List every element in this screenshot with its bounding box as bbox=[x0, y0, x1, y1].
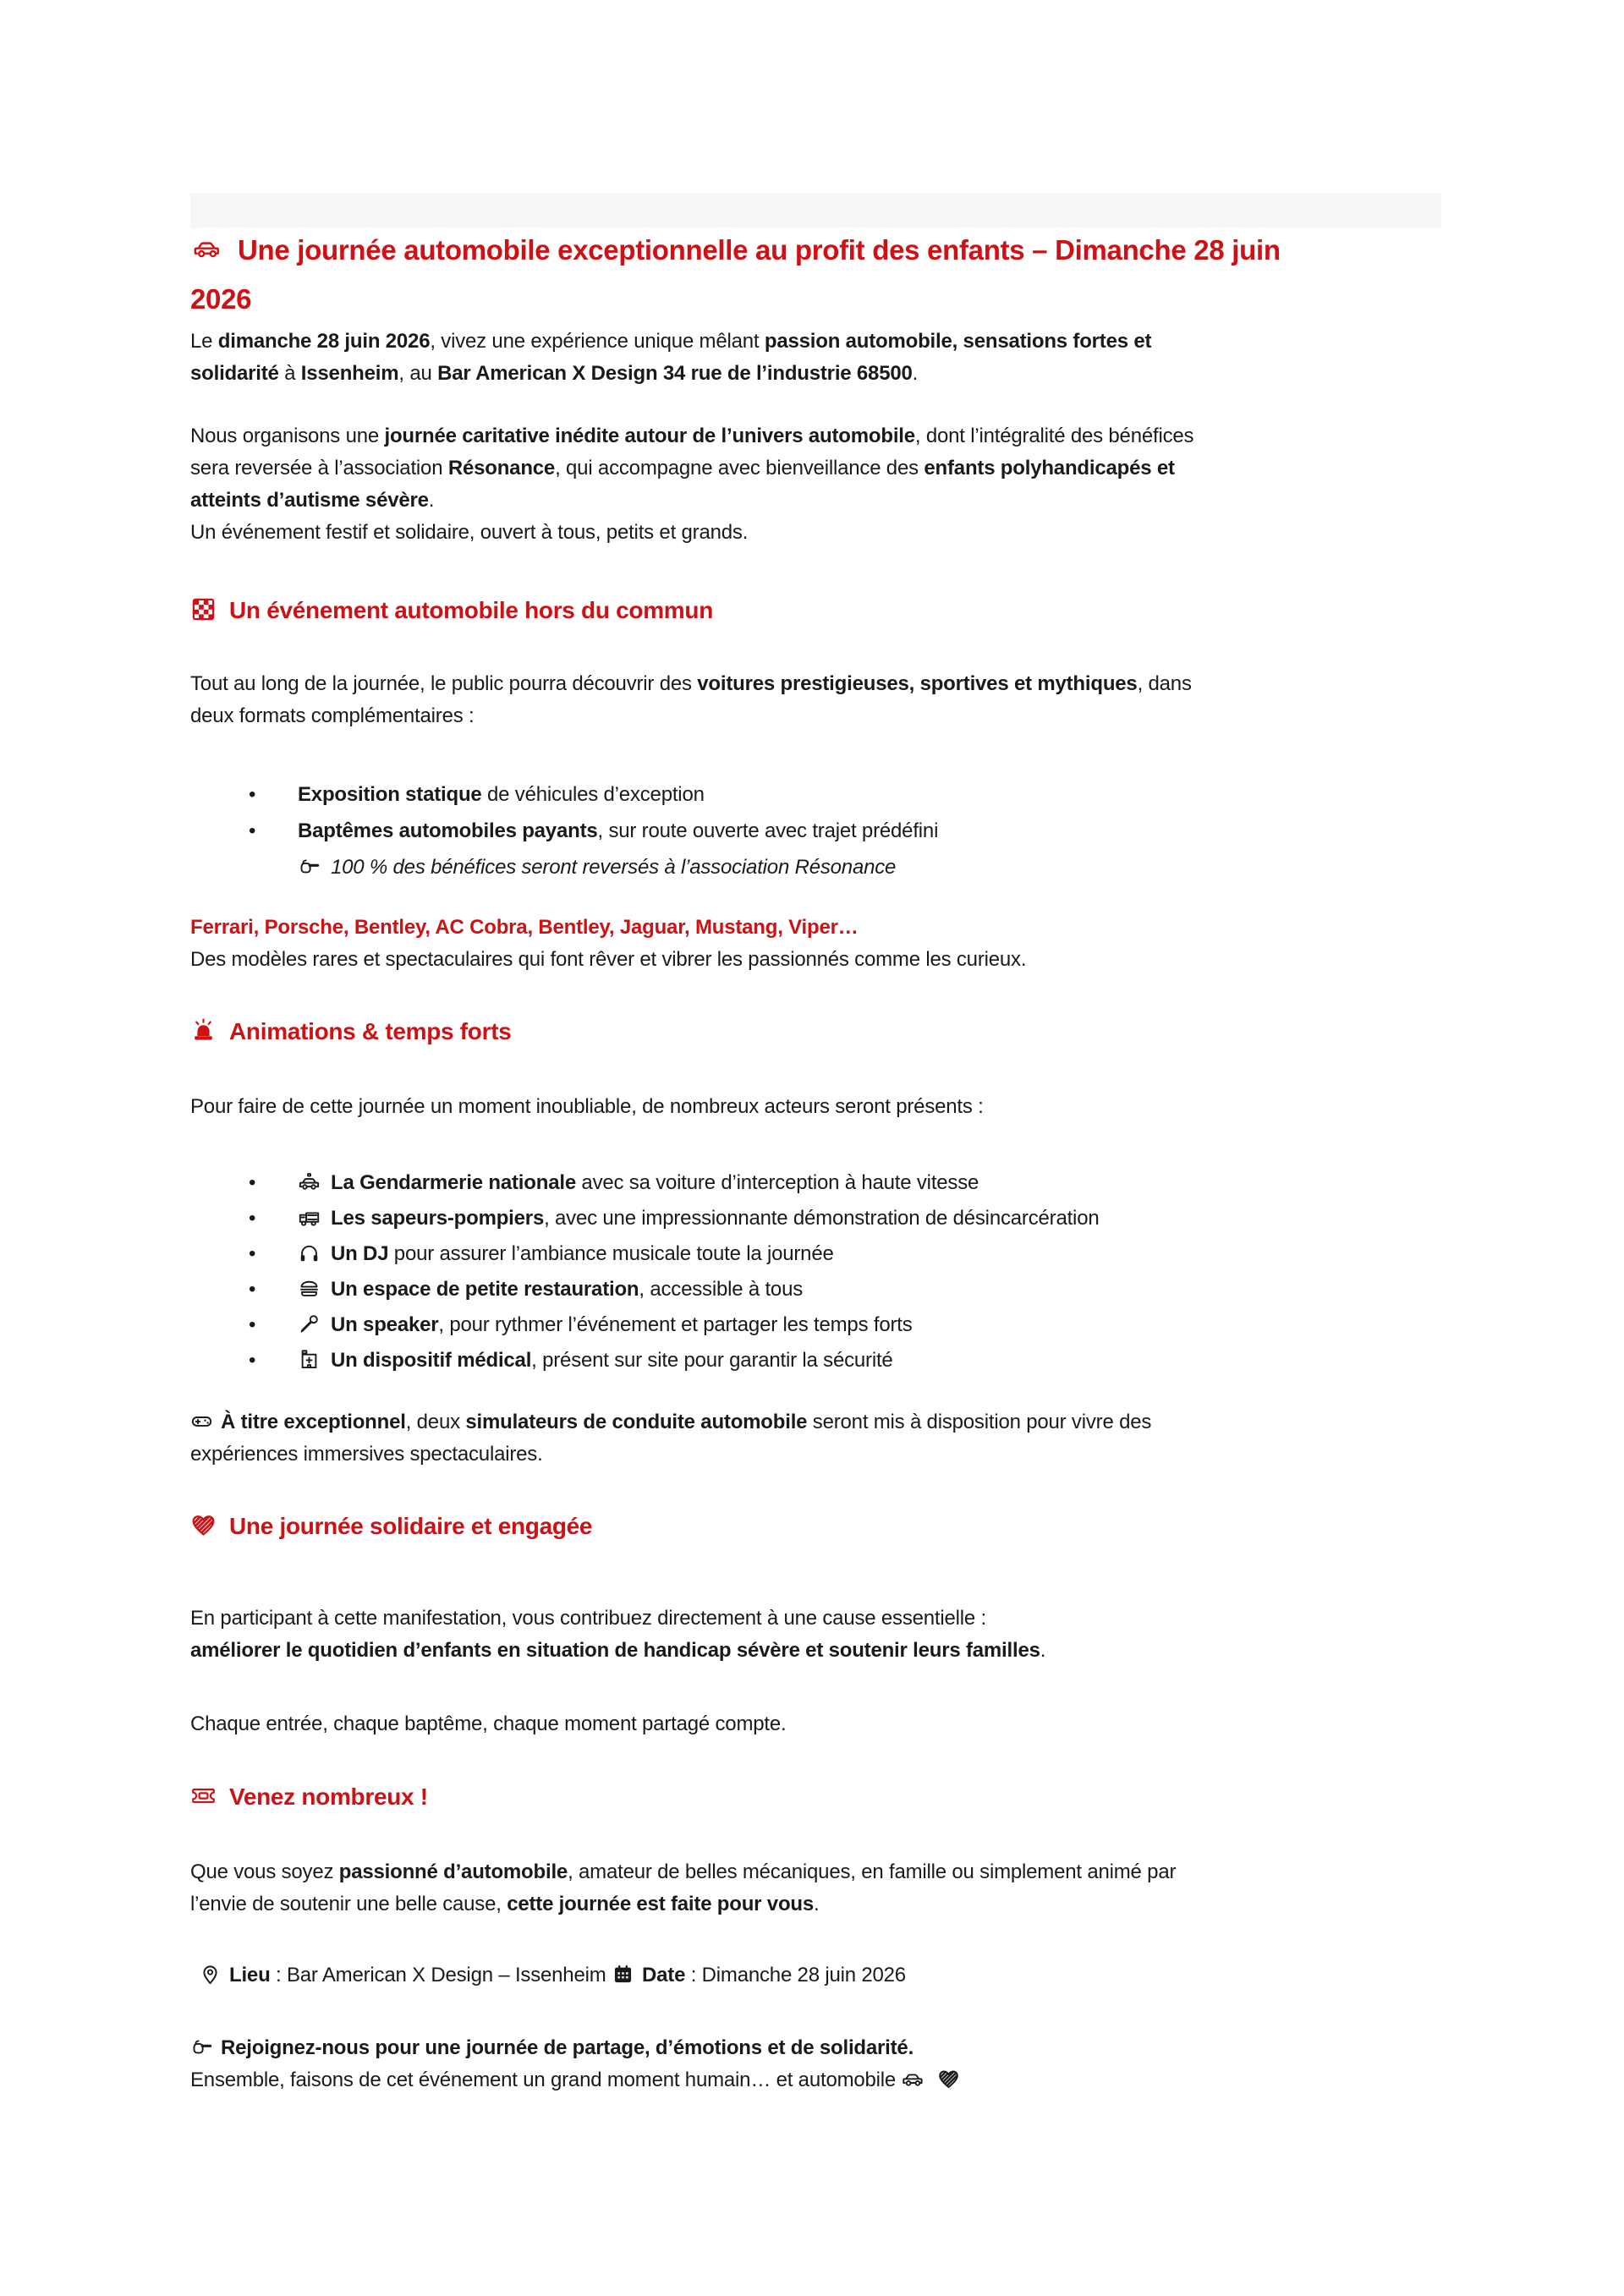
text-segment: La Gendarmerie nationale bbox=[331, 1171, 576, 1194]
text-segment: , dans bbox=[1137, 672, 1192, 695]
section-heading-animations bbox=[190, 1013, 512, 1050]
animations-intro-paragraph bbox=[190, 1091, 984, 1123]
text-segment: Une journée automobile exceptionnelle au profit des enfants – Dimanche 28 juin bbox=[238, 234, 1281, 266]
text-segment: Exposition statique bbox=[298, 783, 482, 806]
lieu-date-line bbox=[199, 1959, 906, 1992]
text-segment: , qui accompagne avec bienveillance des bbox=[555, 457, 924, 479]
list-item-dj bbox=[190, 1236, 1100, 1272]
text-segment: cette journée est faite pour vous bbox=[507, 1893, 815, 1915]
text-segment: , vivez une expérience unique mêlant bbox=[430, 330, 765, 353]
text-segment: En participant à cette manifestation, vous contribuez directement à une cause essentielle : bbox=[190, 1607, 987, 1630]
list-item-gendarmerie bbox=[190, 1165, 1100, 1201]
intro-paragraph bbox=[190, 326, 1151, 390]
text-segment: . bbox=[814, 1893, 820, 1915]
headphones-icon bbox=[298, 1241, 321, 1264]
compte-paragraph bbox=[190, 1708, 786, 1740]
section-heading-solidaire bbox=[190, 1508, 592, 1545]
text-segment: , pour rythmer l’événement et partager les temps forts bbox=[438, 1313, 913, 1336]
main-title bbox=[190, 226, 1281, 324]
cars-paragraph bbox=[190, 912, 1026, 976]
text-segment: Lieu bbox=[229, 1964, 271, 1986]
text-segment: l’envie de soutenir une belle cause, bbox=[190, 1893, 508, 1915]
bullet-dot: • bbox=[249, 819, 256, 842]
text-segment: Des modèles rares et spectaculaires qui font rêver et vibrer les passionnés comme les curieux. bbox=[190, 948, 1027, 971]
text-segment: Ferrari, Porsche, Bentley, AC Cobra, Bentley, Jaguar, Mustang, Viper… bbox=[190, 916, 859, 939]
text-segment: , accessible à tous bbox=[639, 1278, 804, 1301]
heart-icon bbox=[190, 1512, 217, 1538]
section-heading-venez bbox=[190, 1778, 428, 1816]
text-segment: Un événement festif et solidaire, ouvert à tous, petits et grands. bbox=[190, 521, 749, 544]
event-intro-paragraph bbox=[190, 668, 1192, 732]
text-segment: , deux bbox=[405, 1411, 466, 1433]
hamburger-icon bbox=[298, 1277, 321, 1300]
text-segment: Que vous soyez bbox=[190, 1860, 339, 1883]
text-segment: , dont l’intégralité des bénéfices bbox=[914, 425, 1194, 447]
text-segment: : Bar American X Design – Issenheim bbox=[270, 1964, 612, 1986]
list-note-benefices bbox=[190, 849, 938, 885]
organisation-paragraph bbox=[190, 420, 1193, 549]
participation-paragraph bbox=[190, 1603, 1045, 1667]
text-segment: Rejoignez-nous pour une journée de partage, d’émotions et de solidarité. bbox=[221, 2036, 914, 2059]
fire-truck-icon bbox=[298, 1206, 321, 1229]
text-segment: , amateur de belles mécaniques, en famille ou simplement animé par bbox=[568, 1860, 1177, 1883]
text-segment: 100 % des bénéfices seront reversés à l’association Résonance bbox=[331, 856, 897, 879]
text-segment: 2026 bbox=[190, 283, 252, 315]
text-segment: , sur route ouverte avec trajet prédéfini bbox=[597, 819, 939, 842]
text-segment: solidarité bbox=[190, 362, 279, 385]
text-segment: Le bbox=[190, 330, 218, 353]
text-segment: , présent sur site pour garantir la sécurité bbox=[531, 1349, 893, 1372]
text-segment: Un espace de petite restauration bbox=[331, 1278, 639, 1301]
text-segment: Un speaker bbox=[331, 1313, 439, 1336]
text-segment: de véhicules d’exception bbox=[481, 783, 705, 806]
list-item-restauration bbox=[190, 1272, 1100, 1307]
text-segment: Bar American X Design 34 rue de l’industrie 68500 bbox=[437, 362, 913, 385]
text-segment: passion automobile, sensations fortes et bbox=[764, 330, 1152, 353]
animations-list bbox=[190, 1165, 1100, 1378]
list-item-speaker bbox=[190, 1307, 1100, 1343]
text-segment: Date bbox=[642, 1964, 686, 1986]
text-segment: voitures prestigieuses, sportives et mythiques bbox=[697, 672, 1138, 695]
list-item-exposition bbox=[190, 776, 938, 813]
text-segment: sera reversée à l’association bbox=[190, 457, 448, 479]
text-segment: expériences immersives spectaculaires. bbox=[190, 1443, 543, 1466]
text-segment: deux formats complémentaires : bbox=[190, 704, 475, 727]
bullet-dot: • bbox=[249, 1242, 256, 1265]
text-segment: Un dispositif médical bbox=[331, 1349, 532, 1372]
text-segment: Un DJ bbox=[331, 1242, 389, 1265]
bullet-dot: • bbox=[249, 1278, 256, 1301]
text-segment: Venez nombreux ! bbox=[229, 1784, 428, 1810]
text-segment: journée caritative inédite autour de l’univers automobile bbox=[384, 425, 915, 447]
text-segment: À titre exceptionnel bbox=[221, 1411, 406, 1433]
game-controller-icon bbox=[190, 1410, 213, 1433]
microphone-icon bbox=[298, 1312, 321, 1335]
ticket-icon bbox=[190, 1783, 217, 1809]
bullet-dot: • bbox=[249, 1349, 256, 1372]
text-segment: Les sapeurs-pompiers bbox=[331, 1207, 545, 1230]
text-segment: Ensemble, faisons de cet événement un grand moment humain… et automobile bbox=[190, 2069, 902, 2091]
bullet-dot: • bbox=[249, 783, 256, 806]
formats-list bbox=[190, 776, 938, 885]
text-segment: simulateurs de conduite automobile bbox=[465, 1411, 808, 1433]
text-segment: à bbox=[278, 362, 301, 385]
text-segment: . bbox=[1040, 1639, 1046, 1662]
checkered-flag-icon bbox=[190, 596, 217, 622]
closing-paragraph bbox=[190, 2032, 968, 2096]
siren-icon bbox=[190, 1017, 217, 1044]
document-content bbox=[190, 0, 1459, 2296]
text-segment: enfants polyhandicapés et bbox=[924, 457, 1175, 479]
list-item-pompiers bbox=[190, 1201, 1100, 1236]
text-segment: . bbox=[428, 489, 435, 512]
text-segment: Résonance bbox=[447, 457, 556, 479]
text-segment: améliorer le quotidien d’enfants en situation de handicap sévère et soutenir leurs familles bbox=[190, 1639, 1040, 1662]
bullet-dot: • bbox=[249, 1171, 256, 1194]
text-segment: seront mis à disposition pour vivre des bbox=[807, 1411, 1152, 1433]
car-icon bbox=[190, 234, 224, 263]
text-segment: atteints d’autisme sévère bbox=[190, 489, 429, 512]
text-segment: Animations & temps forts bbox=[229, 1018, 512, 1044]
text-segment: Nous organisons une bbox=[190, 425, 385, 447]
text-segment: pour assurer l’ambiance musicale toute la journée bbox=[388, 1242, 834, 1265]
text-segment: Baptêmes automobiles payants bbox=[298, 819, 598, 842]
bullet-dot: • bbox=[249, 1313, 256, 1336]
text-segment: Chaque entrée, chaque baptême, chaque moment partagé compte. bbox=[190, 1712, 787, 1735]
text-segment: Pour faire de cette journée un moment inoubliable, de nombreux acteurs seront présents : bbox=[190, 1095, 984, 1118]
text-segment: , avec une impressionnante démonstration de désincarcération bbox=[544, 1207, 1100, 1230]
section-heading-event bbox=[190, 592, 713, 629]
calendar-icon bbox=[612, 1963, 634, 1986]
simulators-paragraph bbox=[190, 1406, 1151, 1471]
hospital-icon bbox=[298, 1348, 321, 1371]
list-item-medical bbox=[190, 1343, 1100, 1378]
text-segment: Tout au long de la journée, le public pourra découvrir des bbox=[190, 672, 698, 695]
text-segment: dimanche 28 juin 2026 bbox=[217, 330, 431, 353]
heart-icon bbox=[937, 2068, 960, 2091]
pointing-finger-icon bbox=[298, 855, 321, 878]
car-icon bbox=[902, 2068, 924, 2091]
header-bar bbox=[190, 193, 1441, 228]
map-pin-icon bbox=[199, 1963, 222, 1986]
text-segment: , au bbox=[398, 362, 438, 385]
text-segment: . bbox=[912, 362, 919, 385]
police-car-icon bbox=[298, 1170, 321, 1193]
list-item-baptemes bbox=[190, 813, 938, 849]
text-segment: Un événement automobile hors du commun bbox=[229, 597, 714, 623]
text-segment: avec sa voiture d’interception à haute vitesse bbox=[575, 1171, 979, 1194]
text-segment: : Dimanche 28 juin 2026 bbox=[685, 1964, 906, 1986]
bullet-dot: • bbox=[249, 1207, 256, 1230]
pointing-finger-icon bbox=[190, 2036, 213, 2058]
text-segment: Une journée solidaire et engagée bbox=[229, 1513, 593, 1539]
public-paragraph bbox=[190, 1856, 1176, 1921]
text-segment: Issenheim bbox=[300, 362, 399, 385]
text-segment: passionné d’automobile bbox=[338, 1860, 568, 1883]
